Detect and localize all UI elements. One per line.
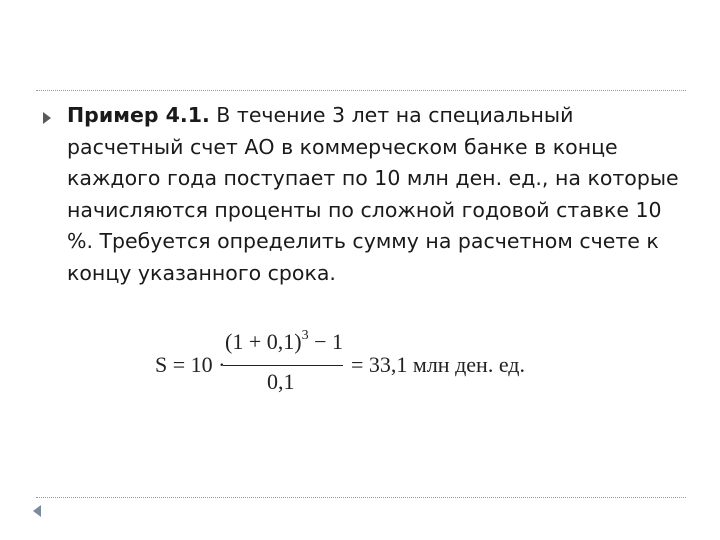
paragraph-line-4: начисляются проценты по сложной годовой ставке 10 (67, 197, 662, 222)
top-divider (36, 90, 686, 91)
bottom-divider (36, 497, 686, 498)
paragraph-line-6: концу указанного срока. (67, 260, 336, 285)
formula-lhs: S = 10 · (155, 352, 226, 377)
previous-slide-icon[interactable] (30, 504, 44, 518)
formula-exponent: 3 (301, 328, 309, 343)
fraction-bar (223, 365, 343, 366)
example-paragraph (67, 100, 687, 289)
paragraph-line-2: расчетный счет АО в коммерческом банке в конце (67, 134, 618, 159)
bullet-arrow-icon (40, 111, 54, 125)
formula-numerator (225, 329, 343, 355)
formula-denominator: 0,1 (267, 369, 295, 394)
formula-numerator-base: (1 + 0,1) (225, 329, 302, 354)
paragraph-line-1 (67, 100, 687, 132)
paragraph-line-5: %. Требуется определить сумму на расчетном счете к (67, 229, 659, 253)
paragraph-text-1: В течение 3 лет на специальный (209, 103, 574, 127)
paragraph-line-3: каждого года поступает по 10 млн ден. ед., на которые (67, 166, 679, 190)
formula-result: = 33,1 млн ден. ед. (351, 352, 525, 377)
formula-numerator-tail: − 1 (308, 329, 343, 354)
example-label: Пример 4.1. (67, 103, 210, 127)
